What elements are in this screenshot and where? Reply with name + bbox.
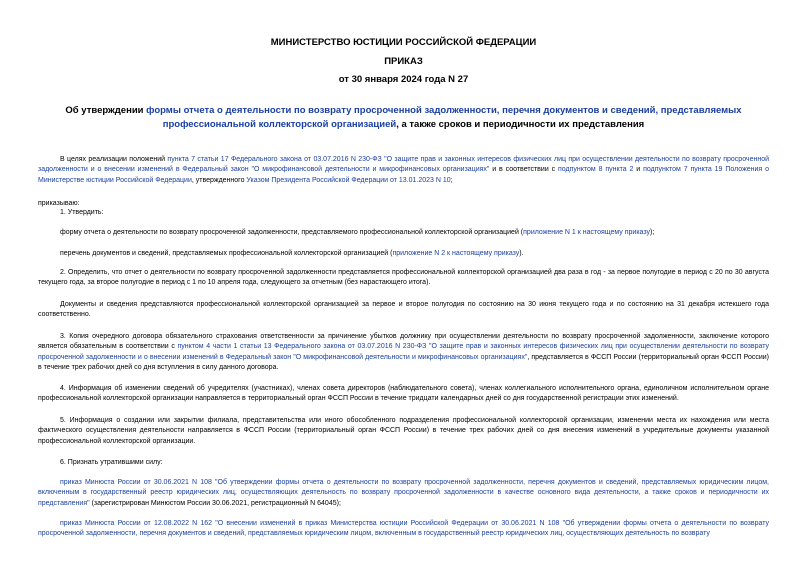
legal-reference-link[interactable]: подпунктом 7 пункта 19 Положения о Министерстве юстиции Российской Федерации [38,166,769,184]
legal-reference-link[interactable]: приказ Минюста России от 30.06.2021 N 108 "Об утверждении формы отчета о деятельности по возврату просроченной задолженности, перечня документов и сведений, представляемых юридическим лицом, включенным в государственный реестр юридических лиц, осуществляющих деятельность по возврату просроченной задолженности в качестве основного вида деятельности, а также сроков и периодичности их представления" [38,479,769,507]
paragraph [38,519,769,540]
paragraph [38,228,769,238]
text-span: ; [450,176,453,184]
text-span: ); [649,229,655,236]
text-span: Об утверждении [65,105,147,116]
text-span: 4. Информация об изменении сведений об учредителях (участниках), членах совета директоров (наблюдательного совета), членах коллегиального исполнительного органа, единоличном исполнительном органе профессиональной коллекторской организации направляется в территориальный орган ФССП России в течение тридцати календарных дней со дня государственной регистрации этих изменений. [38,385,769,403]
legal-reference-link[interactable]: формы отчета о деятельности по возврату просроченной задолженности, перечня документов и сведений, представляемых профессиональной коллекторской организацией [146,105,742,130]
text-span: форму отчета о деятельности по возврату просроченной задолженности, представляемого профессиональной коллекторской организацией ( [60,229,524,236]
text-span: (зарегистрирован Минюстом России 30.06.2021, регистрационный N 64045); [89,499,341,507]
paragraph [38,249,769,259]
paragraph [38,208,769,218]
legal-reference-link[interactable]: Указом Президента Российской Федерации от 13.01.2023 N 10 [246,176,451,184]
doc-title [40,104,767,132]
doc-type: ПРИКАЗ [384,56,423,67]
text-span: и [633,166,644,174]
doc-date-number: от 30 января 2024 года N 27 [338,74,469,85]
text-span: ). [519,250,524,257]
legal-reference-link[interactable]: приказ Минюста России от 12.08.2022 N 162 "О внесении изменений в приказ Министерства юстиции Российской Федерации от 30.06.2021 N 108 "Об утверждении формы отчета о деятельности по возврату просроченной задолженности, перечня документов и сведений, представляемых юридическим лицом, включенным в государственный реестр юридических лиц, осуществляющих деятельность по возврату [38,520,769,538]
text-span: , утвержденного [191,176,247,184]
paragraph [38,458,769,468]
paragraph [38,300,769,321]
text-span: , представляется в ФССП России (территориальный орган ФССП России) в течение трех рабочих дней со дня вступления в силу данного договора. [38,353,770,371]
legal-reference-link[interactable]: пунктом 4 части 1 статьи 13 Федерального закона от 03.07.2016 N 230-ФЗ "О защите прав и законных интересов физических лиц при осуществлении деятельности по возврату просроченной задолженности и о внесении изменений в Федеральный закон "О микрофинансовой деятельности и микрофинансовых организациях" [38,343,769,361]
legal-reference-link[interactable]: приложение N 2 к настоящему приказу [392,250,520,257]
legal-reference-link[interactable]: подпунктом 8 пункта 2 [557,166,634,174]
ministry-heading: МИНИСТЕРСТВО ЮСТИЦИИ РОССИЙСКОЙ ФЕДЕРАЦИИ [270,37,537,48]
text-span: Документы и сведения представляются профессиональной коллекторской организацией за первое и второе полугодия по состоянию на 30 июня текущего года и по состоянию на 31 декабря истекшего года соответственно. [38,301,769,319]
text-span: 2. Определить, что отчет о деятельности по возврату просроченной задолженности представляется профессиональной коллекторской организацией два раза в год - за первое полугодие в период с 20 по 30 августа текущего года, за второе полугодие в период с 1 по 10 апреля года, следующего за отчетным (без нарастающего итога). [38,269,769,287]
paragraph [38,268,769,289]
paragraph [38,155,769,186]
paragraph [38,332,769,373]
text-span: 3. Копия очередного договора обязательного страхования ответственности за причинение убытков должнику при осуществлении деятельности по возврату просроченной задолженности, заключение которого является обязательным в соответствии с [38,333,769,351]
text-span: 6. Признать утратившими силу: [60,459,163,466]
legal-reference-link[interactable]: пункта 7 статьи 17 Федерального закона от 03.07.2016 N 230-ФЗ "О защите прав и законных интересов физических лиц при осуществлении деятельности по возврату просроченной задолженности и о внесении изменений в Федеральный закон "О микрофинансовой деятельности и микрофинансовых организациях" [38,156,770,174]
text-span: В целях реализации положений [60,156,168,163]
text-span: приказываю: [38,200,80,207]
text-span: , а также сроков и периодичности их представления [396,119,645,130]
paragraph [38,416,769,447]
text-span: 1. Утвердить: [60,209,104,216]
paragraph [38,384,769,405]
text-span: перечень документов и сведений, представляемых профессиональной коллекторской организацией ( [60,250,393,257]
legal-reference-link[interactable]: приложение N 1 к настоящему приказу [523,229,650,236]
text-span: и в соответствии с [489,166,558,174]
paragraph [38,478,769,509]
text-span: 5. Информация о создании или закрытии филиала, представительства или иного обособленного подразделения профессиональной коллекторской организации, изменении места их нахождения или места фактического осуществления деятельности направляется в ФССП России (территориальный орган ФССП России) в течение трех рабочих дней со дня внесения изменений в учредительные документы указанной профессиональной коллекторской организации. [38,417,769,445]
